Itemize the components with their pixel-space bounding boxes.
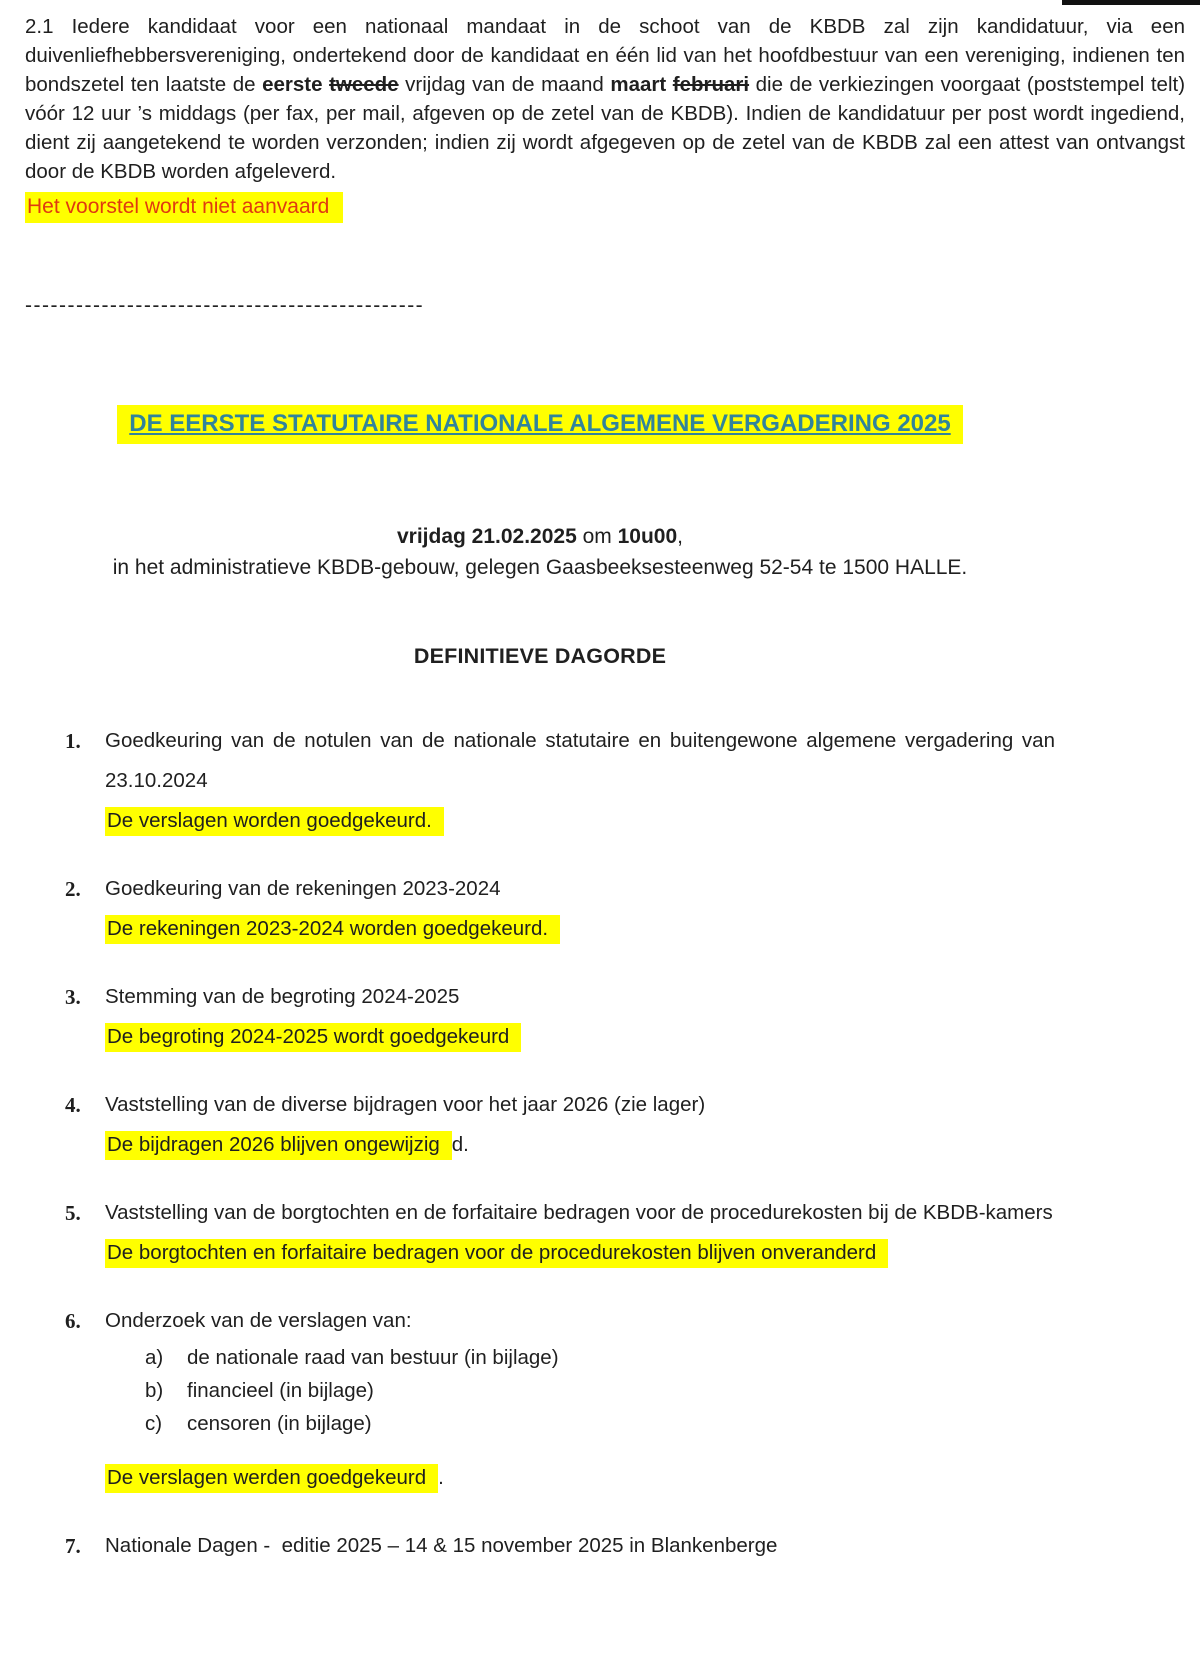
scan-edge-artifact (1062, 0, 1200, 5)
agenda-item-body (105, 869, 1055, 949)
agenda-subitem (145, 1407, 1055, 1440)
agenda-decision-highlight: De begroting 2024-2025 wordt goedgekeurd (105, 1023, 521, 1052)
agenda-decision-line (105, 1125, 1055, 1165)
agenda-item (65, 1193, 1055, 1273)
agenda-decision-highlight: De verslagen werden goedgekeurd (105, 1464, 438, 1493)
agenda-decision-line (105, 1017, 1055, 1057)
text-segment: , (677, 525, 684, 548)
agenda-item-number: 4. (65, 1093, 81, 1117)
agenda-decision-highlight: De rekeningen 2023-2024 worden goedgekeurd. (105, 915, 560, 944)
agenda-subitem-label: b) (145, 1379, 164, 1402)
agenda-item-number: 7. (65, 1534, 81, 1558)
agenda-item-text: Goedkeuring van de notulen van de nationale statutaire en buitengewone algemene vergadering van 23.10.2024 (105, 729, 1061, 792)
agenda-decision-line (105, 909, 1055, 949)
text-segment: 2.1 Iedere kandidaat voor een nationaal mandaat in de schoot van de KBDB zal zijn kandidatuur, via een duivenliefhebbersvereniging, ondertekend door de kandidaat en één lid van het hoofdbestuur van een vereniging, indienen ten bondszetel ten laatste de (25, 15, 1185, 96)
agenda-decision-highlight: De verslagen worden goedgekeurd. (105, 807, 444, 836)
proposal-decision-text: Het voorstel wordt niet aanvaard (25, 192, 343, 223)
agenda-item-body (105, 1301, 1055, 1498)
agenda-item-text: Vaststelling van de diverse bijdragen voor het jaar 2026 (zie lager) (105, 1093, 706, 1116)
agenda-heading: DEFINITIEVE DAGORDE (413, 644, 667, 668)
text-segment: maart (610, 73, 673, 96)
agenda-subitem-label: c) (145, 1412, 163, 1435)
agenda-subitem-text: de nationale raad van bestuur (in bijlage) (187, 1346, 559, 1369)
agenda-item (65, 721, 1061, 841)
agenda-decision-line (105, 801, 1055, 841)
agenda-item-body (105, 721, 1061, 841)
agenda-item-text: Onderzoek van de verslagen van: (105, 1309, 412, 1332)
agenda-item-body (105, 1193, 1055, 1273)
agenda-item-number: 2. (65, 877, 81, 901)
text-segment: tweede (329, 73, 399, 96)
text-segment: die de verkiezingen voorgaat (poststempel telt) vóór 12 uur ’s middags (per fax, per mail, afgeven op de zetel van de KBDB). Indien de kandidatuur per post wordt ingediend, dient zij aangetekend te worden verzonden; indien zij wordt afgegeven op de zetel van de KBDB zal een attest van ontvangst door de KBDB worden afgeleverd. (25, 73, 1186, 183)
agenda-decision-suffix: d. (451, 1133, 469, 1156)
agenda-item (65, 1301, 1055, 1498)
agenda-item-number: 1. (65, 729, 81, 753)
agenda-decision-highlight: De bijdragen 2026 blijven ongewijzig (105, 1131, 452, 1160)
agenda-item-body (105, 1085, 1055, 1165)
agenda-item-body (105, 1526, 1055, 1566)
agenda-item-number: 3. (65, 985, 81, 1009)
proposal-decision-line (25, 192, 1185, 221)
agenda-item-text: Nationale Dagen - editie 2025 – 14 & 15 november 2025 in Blankenberge (105, 1534, 778, 1557)
agenda-item (65, 1526, 1055, 1566)
agenda-decision-suffix: . (438, 1466, 444, 1489)
agenda-item (65, 977, 1055, 1057)
text-segment: februari (672, 73, 750, 96)
agenda-decision-line (105, 1233, 1055, 1273)
dashed-divider: ----------------------------------------------- (25, 294, 425, 317)
agenda-decision-highlight: De borgtochten en forfaitaire bedragen voor de procedurekosten blijven onveranderd (105, 1239, 888, 1268)
text-segment: vrijdag van de maand (398, 73, 611, 96)
agenda-item-text: Goedkeuring van de rekeningen 2023-2024 (105, 877, 501, 900)
agenda-subitem-text: censoren (in bijlage) (187, 1412, 372, 1435)
agenda-item (65, 1085, 1055, 1165)
agenda-list (65, 721, 1061, 1566)
agenda-item-text: Vaststelling van de borgtochten en de forfaitaire bedragen voor de procedurekosten bij de KBDB-kamers (105, 1201, 1053, 1224)
meeting-datetime (25, 522, 1055, 551)
agenda-subitem-label: a) (145, 1346, 164, 1369)
agenda-item-number: 5. (65, 1201, 81, 1225)
meeting-title: DE EERSTE STATUTAIRE NATIONALE ALGEMENE VERGADERING 2025 (117, 405, 962, 444)
clause-2-1-paragraph (25, 12, 1185, 186)
text-segment: om (576, 525, 618, 548)
text-segment: 10u00 (617, 525, 678, 548)
text-segment: eerste (262, 73, 330, 96)
meeting-title-line (25, 405, 1055, 446)
text-segment: vrijdag 21.02.2025 (396, 525, 577, 548)
agenda-decision-line (105, 1458, 1055, 1498)
agenda-item (65, 869, 1055, 949)
meeting-section (25, 405, 1055, 669)
agenda-subitem-list (105, 1341, 1055, 1440)
meeting-location: in het administratieve KBDB-gebouw, gelegen Gaasbeeksesteenweg 52-54 te 1500 HALLE. (112, 556, 968, 579)
agenda-subitem (145, 1374, 1055, 1407)
agenda-item-number: 6. (65, 1309, 81, 1333)
agenda-subitem (145, 1341, 1055, 1374)
agenda-item-text: Stemming van de begroting 2024-2025 (105, 985, 460, 1008)
agenda-subitem-text: financieel (in bijlage) (187, 1379, 374, 1402)
agenda-item-body (105, 977, 1055, 1057)
